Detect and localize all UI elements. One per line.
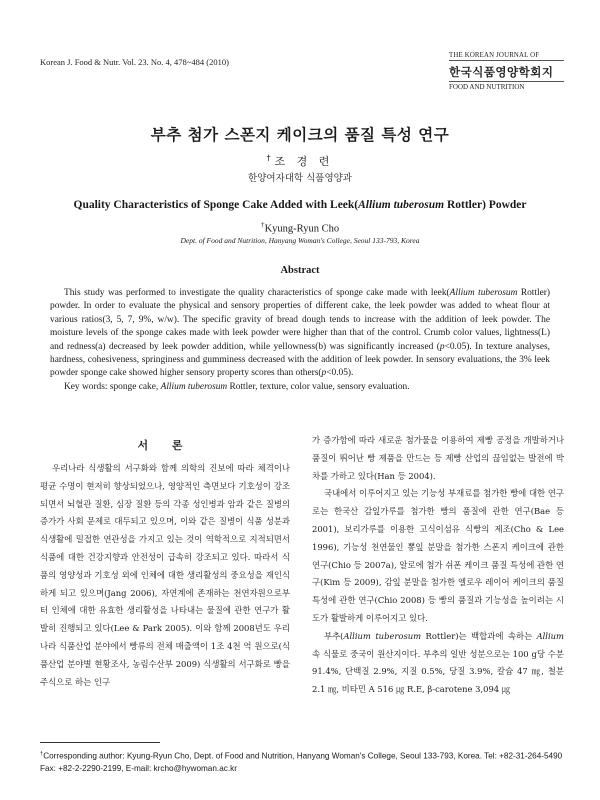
p3-genus: Allium (536, 630, 564, 641)
keywords-label: Key words: (64, 382, 108, 392)
p3-text-1: 부추( (324, 630, 344, 641)
footnote-mark: † (40, 751, 44, 757)
abstract-text-2: Rottler) powder. In order to evaluate the physical and sensory properties of different cake, the leek powder was added to wheat flour at various ratios(3, 5, 7, 9%, w/w). The specific gravity of bread dough tends to increase with the addition of leek powder. The moisture levels of the sponge cakes made with leek powder were higher than that of the control. Crumb color values, lightness(L) and redness(a) decreased by leek powder addition, while yellowness(b) was significantly increased ( (50, 288, 551, 352)
right-column (312, 432, 564, 699)
paper-title-korean: 부추 첨가 스폰지 케이크의 품질 특성 연구 (150, 126, 450, 144)
abstract-p-symbol: p (439, 341, 445, 352)
paper-title-english (0, 199, 600, 211)
section-heading-introduction: 서 론 (137, 439, 193, 452)
p3-species: Allium tuberosum (343, 630, 422, 641)
keywords-text-2: Rottler, texture, color value, sensory evaluation. (227, 382, 410, 392)
title-en-part1: Quality Characteristics of Sponge Cake Added with Leek( (73, 199, 359, 211)
abstract-text-3: <0.05). In texture analyses, hardness, cohesiveness, springiness and gumminess decreased with the addition of leek powder. In sensory evaluations, the 3% leek powder sponge cake showed higher sensory property scores than others( (50, 341, 550, 379)
author-korean (0, 153, 600, 169)
keywords (64, 382, 550, 392)
journal-brand (449, 52, 564, 91)
intro-paragraph-continued: 가 증가함에 따라 새로운 첨가물을 이용하여 제빵 공정을 개발하거나 품질이 뛰어난 빵 제품을 만드는 등 제빵 산업의 끊임없는 발전에 박차를 가하고 있다(Han 등 2004). (312, 435, 564, 481)
affiliation-english: Dept. of Food and Nutrition, Hanyang Woman's College, Seoul 133-793, Korea (180, 236, 420, 245)
abstract-species: Allium tuberosum (449, 288, 518, 298)
keywords-species: Allium tuberosum (160, 382, 228, 392)
abstract-p-symbol-2: p (321, 368, 327, 379)
p3-text-2: Rottler)는 백합과에 속하는 (421, 630, 537, 641)
intro-paragraph-3 (312, 628, 564, 699)
journal-brand-subtitle: FOOD AND NUTRITION (449, 81, 564, 91)
journal-brand-english: THE KOREAN JOURNAL OF (449, 52, 564, 61)
keywords-text-1: sponge cake, (107, 382, 161, 392)
journal-brand-korean: 한국식품영양학회지 (449, 65, 554, 79)
author-english (0, 220, 600, 235)
abstract-body (50, 287, 550, 381)
corresponding-mark: † (266, 153, 275, 163)
title-en-part2: Rottler) Powder (444, 199, 527, 211)
abstract-text-4: <0.05). (326, 368, 354, 379)
footnote-divider (40, 742, 160, 743)
left-column (40, 460, 290, 691)
intro-paragraph-1: 우리나라 식생활의 서구화와 함께 의학의 진보에 따라 체격이나 평균 수명이 현저히 향상되었으나, 영양적인 측면보다 기호성이 강조되면서 뇌혈관 질환, 심장 질환 등의 각종 성인병과 암과 같은 질병의 증가가 사회 문제로 대두되고 있으며, 이와 같은 질병이 식품 성분과 식생활에 밀접한 연관성을 가지고 있는 것이 역학적으로 지적되면서 식품에 대한 건강지향과 안전성이 급속히 강조되고 있다. 따라서 식품의 영양성과 기호성 외에 인체에 대한 생리활성의 중요성을 재인식하게 되고 있으며(Jang 2006), 자연계에 존재하는 천연자원으로부터 인체에 대한 유효한 생리활성을 나타내는 물질에 관한 연구가 활발히 진행되고 있다(Lee & Park 2005). 이와 함께 2008년도 우리나라 식품산업 분야에서 빵류의 전체 매출액이 1조 4천 억 원으로(식품산업 분야별 현황조사, 농림수산부 2009) 식생활의 서구화로 빵을 주식으로 하는 인구 (40, 463, 290, 687)
title-en-species: Allium tuberosum (358, 199, 445, 211)
corresponding-mark-en: † (260, 220, 265, 229)
abstract-text-1: This study was performed to investigate the quality characteristics of sponge cake made with leek( (64, 288, 450, 298)
p3-text-3: 속 식물로 중국이 원산지이다. 부추의 일반 성분으로는 100 g당 수분 91.4%, 단백질 2.9%, 지질 0.5%, 당질 3.9%, 칼슘 47 ㎎, 철분 2.1 ㎎, 비타민 A 516 ㎍ R.E, β-carotene 3,094 ㎍ (312, 648, 564, 695)
footnote-text: Corresponding author: Kyung-Ryun Cho, Dept. of Food and Nutrition, Hanyang Woman's College, Seoul 133-793, Korea. Tel: +82-31-264-5490 Fax: +82-2-2290-2199, E-mail: krcho@hywoman.ac.kr (40, 751, 563, 773)
author-name-english: Kyung-Ryun Cho (264, 223, 340, 235)
intro-paragraph-2: 국내에서 이루어지고 있는 기능성 부재료를 첨가한 빵에 대한 연구로는 한국산 감잎가루를 첨가한 빵의 품질에 관한 연구(Bae 등 2001), 보리가루를 이용한 고식이섬유 식빵의 제조(Cho & Lee 1996), 기능성 천연물인 뽕잎 분말을 첨가한 스폰지 케이크에 관한 연구(Chio 등 2007a), 알로에 첨가 쉬폰 케이크 품질 특성에 관한 연구(Kim 등 2009), 감잎 분말을 첨가한 엘로우 레이어 케이크의 품질 특성에 관한 연구(Chio 2008) 등 빵의 품질과 기능성을 높이려는 시도가 활발하게 이루어지고 있다. (312, 488, 564, 623)
affiliation-korean: 한양여자대학 식품영양과 (248, 173, 352, 184)
author-name-korean: 조 경 련 (274, 155, 334, 168)
abstract-heading: Abstract (280, 265, 320, 276)
journal-citation: Korean J. Food & Nutr. Vol. 23. No. 4, 478~484 (2010) (40, 57, 229, 67)
footnote (40, 748, 565, 775)
